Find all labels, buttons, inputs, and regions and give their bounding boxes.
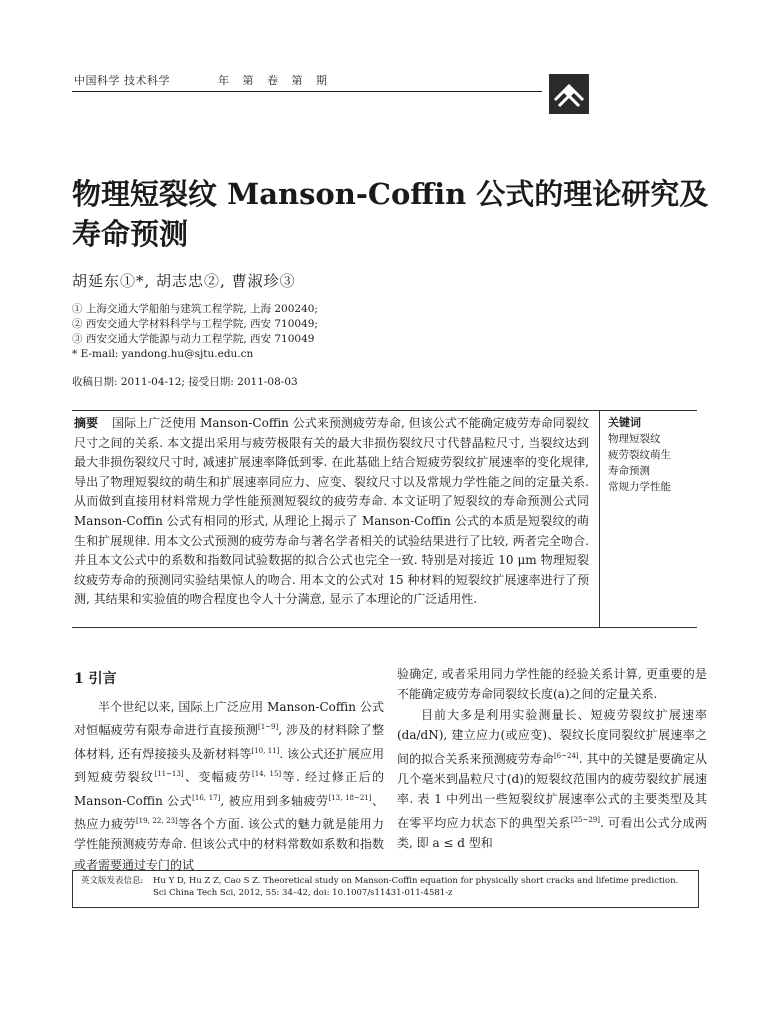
citation: [13, 18~21]: [328, 793, 372, 802]
text-run: 、热应力疲劳: [74, 793, 384, 832]
citation: [25~29]: [570, 815, 601, 824]
issue-info: 年 第 卷 第 期: [218, 74, 327, 87]
keyword-item: 物理短裂纹: [608, 433, 661, 445]
abstract-label: 摘要: [74, 416, 99, 430]
keyword-item: 常规力学性能: [608, 481, 671, 493]
citation: [6~24]: [553, 751, 579, 760]
text-run: 等各个方面. 该公式的魅力就是能用力学性能预测疲劳寿命. 但该公式中的材料常数如系数和指数或者需要通过专门的试: [74, 817, 384, 872]
footer-label: 英文版发表信息:: [81, 876, 144, 886]
corresponding-email: * E-mail: yandong.hu@sjtu.edu.cn: [72, 348, 254, 360]
right-column: [397, 664, 707, 854]
abstract-text: 国际上广泛使用 Manson-Coffin 公式来预测疲劳寿命, 但该公式不能确定疲劳寿命同裂纹尺寸之间的关系. 本文提出采用与疲劳极限有关的最大非损伤裂纹尺寸代替晶粒尺寸, 当裂纹达到最大非损伤裂纹尺寸时, 减速扩展速率降低到零. 在此基础上结合短疲劳裂纹扩展速率的变化规律, 导出了物理短裂纹的萌生和扩展速率同应力、应变、裂纹尺寸以及常规力学性能之间的定量关系. 从而做到直接用材料常规力学性能预测短裂纹的疲劳寿命. 本文证明了短裂纹的寿命预测公式同 Manson-Coffin 公式有相同的形式, 从理论上揭示了 Manson-Coffin 公式的本质是短裂纹的萌生和扩展规律. 用本文公式预测的疲劳寿命与著名学者相关的试验结果进行了比较, 两者完全吻合. 并且本文公式中的系数和指数同试验数据的拟合公式也完全一致. 特别是对接近 10 μm 物理短裂纹疲劳寿命的预测同实验结果惊人的吻合. 用本文的公式对 15 种材料的短裂纹扩展速率进行了预测, 其结果和实验值的吻合程度也令人十分满意, 显示了本理论的广泛适用性.: [74, 416, 589, 607]
text-run: . 该公式还扩展应用到短疲劳裂纹: [74, 746, 384, 785]
left-column: [74, 697, 384, 875]
abstract: [74, 414, 589, 610]
affiliation-2: ② 西安交通大学材料科学与工程学院, 西安 710049;: [72, 318, 318, 330]
citation: [19, 22, 23]: [135, 817, 178, 826]
footer-citation: Hu Y D, Hu Z Z, Cao S Z. Theoretical study on Manson-Coffin equation for physically short cracks and lifetime prediction. Sci China Tech Sci, 2012, 55: 34–42, doi: 10.1007/s11431-011-4581-z: [153, 876, 679, 898]
paper-title: 物理短裂纹 Manson-Coffin 公式的理论研究及寿命预测: [72, 177, 709, 251]
text-run: . 其中的关键是要确定从几个毫米到晶粒尺寸(d)的短裂纹范围内的疲劳裂纹扩展速率. 表 1 中列出一些短裂纹扩展速率公式的主要类型及其在零平均应力状态下的典型关系: [397, 751, 707, 830]
received-dates: 收稿日期: 2011-04-12; 接受日期: 2011-08-03: [72, 376, 298, 388]
citation: [11~13]: [154, 770, 184, 779]
affiliation-1: ① 上海交通大学船舶与建筑工程学院, 上海 200240;: [72, 303, 318, 315]
text-run: 半个世纪以来, 国际上广泛应用 Manson-Coffin 公式对恒幅疲劳有限寿命进行直接预测: [74, 700, 384, 738]
citation: [1~9]: [258, 723, 279, 732]
author-list: 胡延东①*, 胡志忠②, 曹淑珍③: [72, 272, 296, 290]
keyword-item: 寿命预测: [608, 465, 650, 477]
header-rule: [72, 91, 542, 92]
text-run: , 被应用到多轴疲劳: [220, 793, 329, 808]
abstract-divider: [599, 410, 600, 627]
intro-paragraph: [74, 697, 384, 875]
abstract-rule-top: [72, 410, 697, 411]
keywords-label: 关键词: [608, 416, 641, 429]
abstract-rule-bottom: [72, 627, 697, 628]
journal-logo-icon: [549, 74, 589, 114]
citation: [10, 11]: [251, 746, 280, 755]
text-run: 等. 经过修正后的 Manson-Coffin 公式: [74, 770, 384, 808]
citation: [14, 15]: [252, 770, 282, 779]
text-run: 目前大多是利用实验测量长、短疲劳裂纹扩展速率(da/dN), 建立应力(或应变)、裂纹长度同裂纹扩展速率之间的拟合关系来预测疲劳寿命: [397, 707, 707, 766]
english-version-box: [72, 870, 699, 908]
section-heading: 1 引言: [74, 671, 117, 687]
keyword-item: 疲劳裂纹萌生: [608, 449, 671, 461]
text-run: , 涉及的材料除了整体材料, 还有焊接接头及新材料等: [74, 723, 384, 761]
text-run: 、变幅疲劳: [183, 770, 252, 785]
affiliation-3: ③ 西安交通大学能源与动力工程学院, 西安 710049: [72, 333, 315, 345]
citation: [16, 17]: [192, 793, 221, 802]
text-run: . 可看出公式分成两类, 即 a ≤ d 型和: [397, 815, 707, 851]
body-paragraph: [397, 705, 707, 854]
journal-name: 中国科学 技术科学: [74, 74, 170, 87]
continued-paragraph: 验确定, 或者采用同力学性能的经验关系计算, 更重要的是不能确定疲劳寿命同裂纹长度(a)之间的定量关系.: [397, 667, 707, 702]
